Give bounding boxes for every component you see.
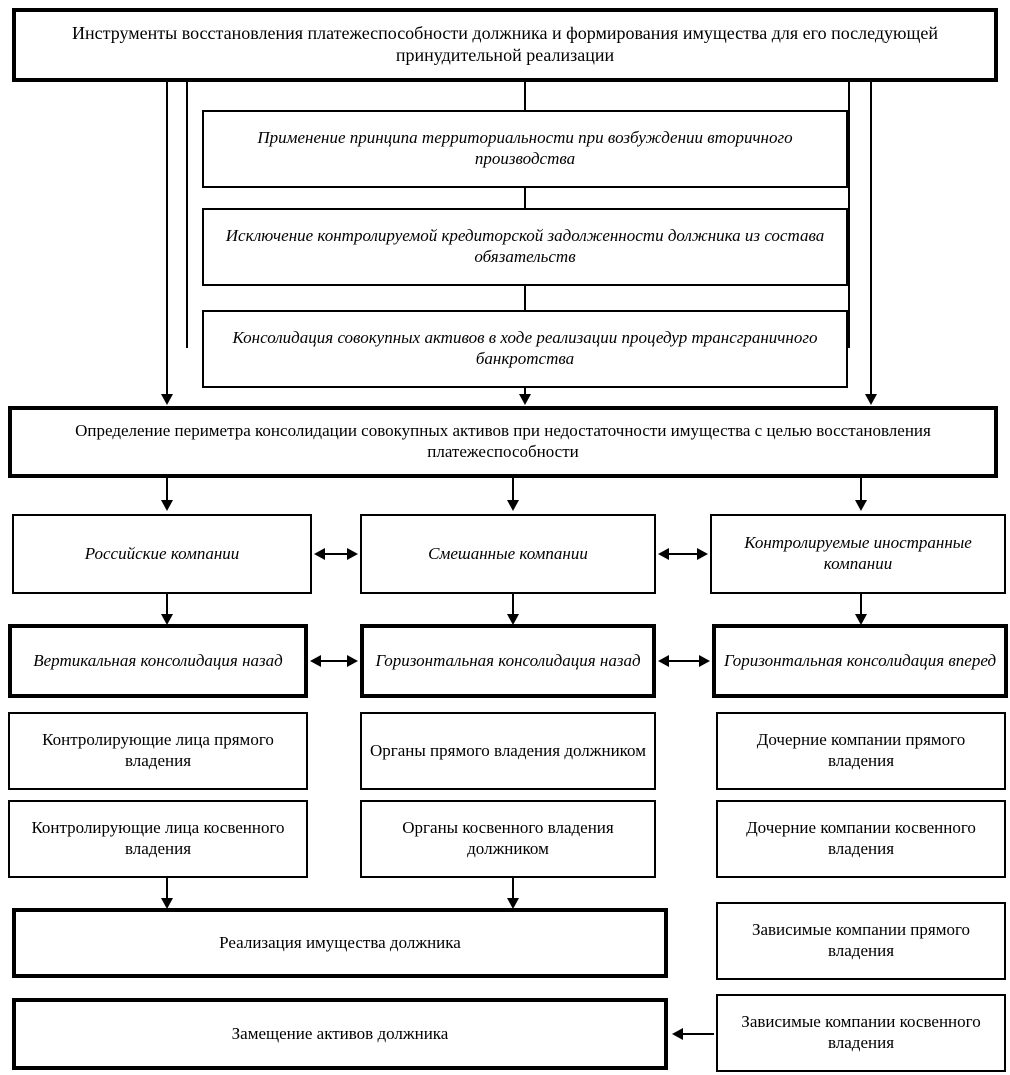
connector-foreign-to-horizontal-forward (860, 594, 862, 616)
arrow-mixed-to-russian (314, 548, 325, 560)
perimeter-box: Определение периметра консолидации совокупных активов при недостаточности имущества с целью восстановления платежеспособности (8, 406, 998, 478)
connector-perimeter-to-foreign (860, 478, 862, 502)
middle-item-indirect-bodies: Органы косвенного владения должником (360, 800, 656, 878)
connector-title-to-instruments-right (848, 82, 850, 348)
title-box: Инструменты восстановления платежеспособности должника и формирования имущества для его последующей принудительной реализации (12, 8, 998, 82)
arrow-horizontalback-to-vertical (310, 655, 321, 667)
company-type-mixed: Смешанные компании (360, 514, 656, 594)
connector-perimeter-to-russian (166, 478, 168, 502)
connector-dependent-indirect-to-substitution (682, 1033, 714, 1035)
connector-title-to-left-column (166, 82, 168, 397)
left-item-controlling-direct: Контролирующие лица прямого владения (8, 712, 308, 790)
arrow-title-to-perimeter-center (519, 394, 531, 405)
connector-horizontalback-horizontalforward (666, 660, 702, 662)
instrument-box-territoriality: Применение принципа территориальности при возбуждении вторичного производства (202, 110, 848, 188)
right-item-dependent-direct: Зависимые компании прямого владения (716, 902, 1006, 980)
consolidation-vertical-back: Вертикальная консолидация назад (8, 624, 308, 698)
arrow-perimeter-to-russian (161, 500, 173, 511)
left-item-controlling-indirect: Контролирующие лица косвенного владения (8, 800, 308, 878)
arrow-horizontalforward-to-horizontalback (658, 655, 669, 667)
connector-title-to-right-column (870, 82, 872, 397)
arrow-perimeter-to-mixed (507, 500, 519, 511)
company-type-foreign: Контролируемые иностранные компании (710, 514, 1006, 594)
arrow-vertical-to-horizontalback (347, 655, 358, 667)
arrow-russian-to-mixed (347, 548, 358, 560)
connector-russian-to-vertical (166, 594, 168, 616)
arrow-perimeter-to-foreign (855, 500, 867, 511)
outcome-substitution: Замещение активов должника (12, 998, 668, 1070)
connector-perimeter-to-mixed (512, 478, 514, 502)
arrow-horizontalback-to-horizontalforward (699, 655, 710, 667)
connector-russian-mixed (322, 553, 350, 555)
connector-mixed-to-horizontal-back (512, 594, 514, 616)
right-item-subsidiary-direct: Дочерние компании прямого владения (716, 712, 1006, 790)
outcome-realization: Реализация имущества должника (12, 908, 668, 978)
arrow-title-to-perimeter-right (865, 394, 877, 405)
consolidation-horizontal-back: Горизонтальная консолидация назад (360, 624, 656, 698)
arrow-mixed-to-foreign (697, 548, 708, 560)
arrow-foreign-to-mixed (658, 548, 669, 560)
arrow-dependent-indirect-to-substitution (672, 1028, 683, 1040)
company-type-russian: Российские компании (12, 514, 312, 594)
arrow-title-to-perimeter-left (161, 394, 173, 405)
middle-item-direct-bodies: Органы прямого владения должником (360, 712, 656, 790)
consolidation-horizontal-forward: Горизонтальная консолидация вперед (712, 624, 1008, 698)
instrument-box-consolidation: Консолидация совокупных активов в ходе реализации процедур трансграничного банкротства (202, 310, 848, 388)
connector-title-to-instruments-left (186, 82, 188, 348)
instrument-box-exclusion: Исключение контролируемой кредиторской задолженности должника из состава обязательств (202, 208, 848, 286)
connector-mixed-foreign (666, 553, 700, 555)
connector-vertical-horizontalback (318, 660, 350, 662)
right-item-subsidiary-indirect: Дочерние компании косвенного владения (716, 800, 1006, 878)
right-item-dependent-indirect: Зависимые компании косвенного владения (716, 994, 1006, 1072)
